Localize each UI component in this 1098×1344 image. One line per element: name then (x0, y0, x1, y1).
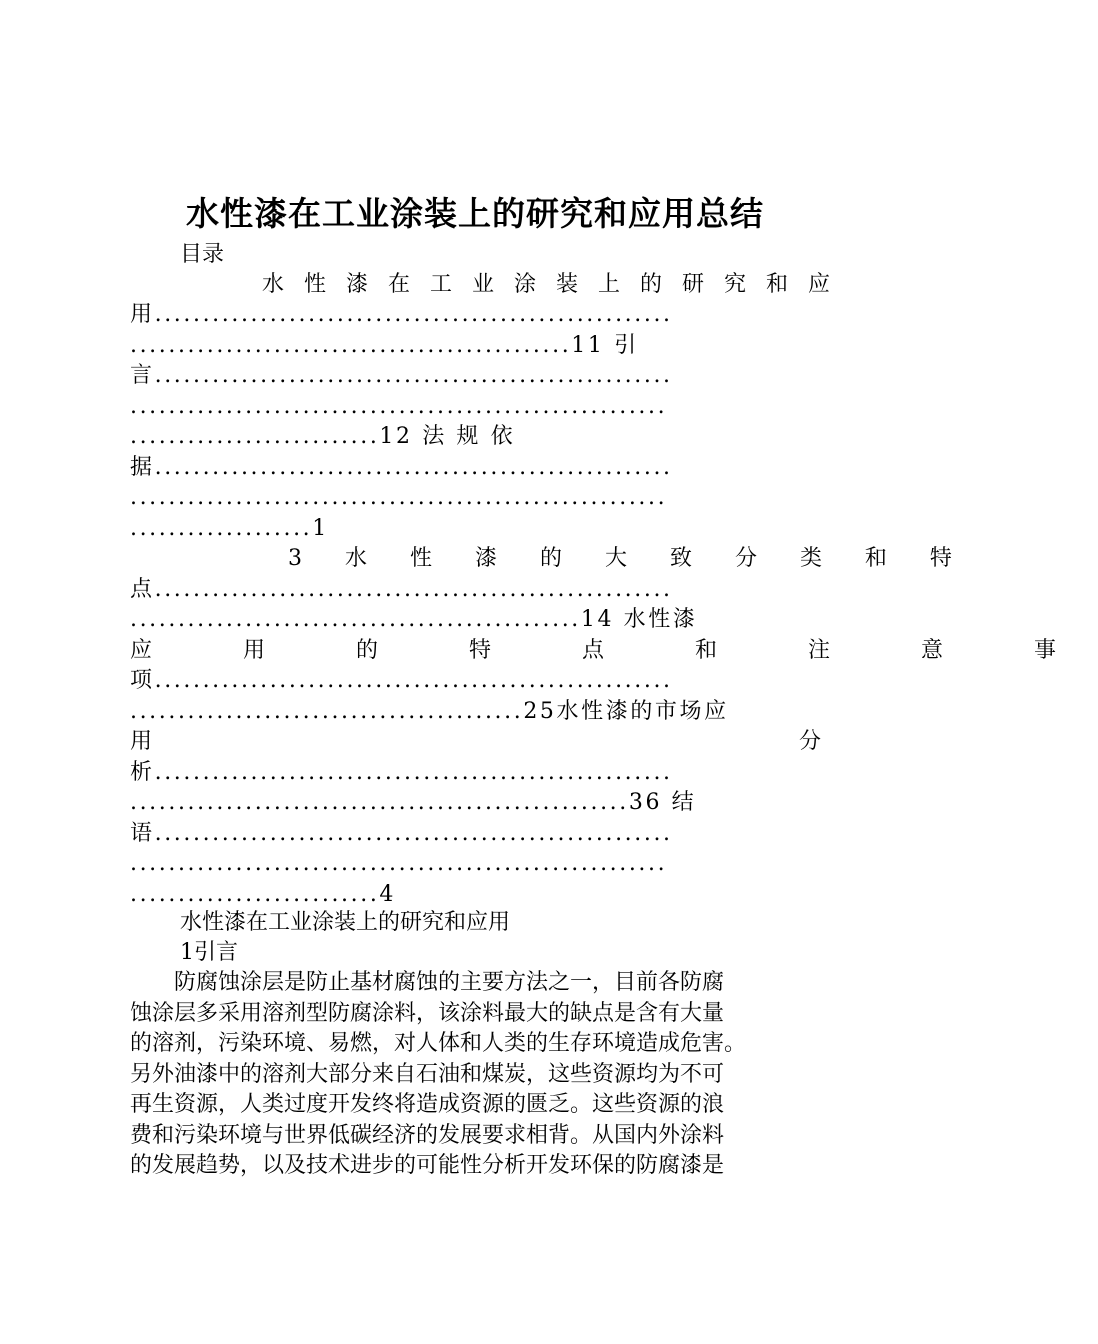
toc-line-9[interactable]: ...................1 (130, 516, 329, 541)
toc-line-11[interactable]: 点...................................................... (130, 577, 673, 602)
paragraph-line: 的溶剂，污染环境、易燃，对人体和人类的生存环境造成危害。 (130, 1031, 747, 1056)
paragraph-line: 防腐蚀涂层是防止基材腐蚀的主要方法之一，目前各防腐 (130, 970, 725, 995)
toc-line-20[interactable]: ........................................................ (130, 851, 668, 876)
toc-line-2[interactable]: 用...................................................... (130, 302, 673, 327)
toc-line-7[interactable]: 据...................................................... (130, 455, 673, 480)
toc-line-21[interactable]: ..........................4 (130, 882, 397, 907)
toc-line-16[interactable]: 用 分 (130, 729, 821, 754)
toc-line-3[interactable]: ..............................................11 引 (130, 333, 639, 358)
section-title: 水性漆在工业涂装上的研究和应用 (180, 910, 511, 935)
toc-line-8[interactable]: ........................................................ (130, 485, 668, 510)
toc-line-5[interactable]: ........................................................ (130, 394, 668, 419)
toc-line-15[interactable]: .........................................25水性漆的市场应 (130, 699, 729, 724)
toc-line-13[interactable]: 应 用 的 特 点 和 注 意 事 (130, 638, 1098, 663)
toc-line-12[interactable]: ...............................................14 水性漆 (130, 607, 698, 632)
toc-line-10[interactable]: 3 水 性 漆 的 大 致 分 类 和 特 (288, 546, 970, 571)
sub-heading: 1引言 (180, 940, 238, 965)
toc-line-18[interactable]: ....................................................36 结 (130, 790, 697, 815)
toc-heading: 目录 (180, 242, 225, 267)
toc-line-14[interactable]: 项...................................................... (130, 668, 673, 693)
toc-line-19[interactable]: 语...................................................... (130, 821, 673, 846)
toc-line-17[interactable]: 析...................................................... (130, 760, 673, 785)
toc-line-4[interactable]: 言...................................................... (130, 363, 673, 388)
paragraph-line: 蚀涂层多采用溶剂型防腐涂料，该涂料最大的缺点是含有大量 (130, 1000, 725, 1026)
paragraph-line: 再生资源，人类过度开发终将造成资源的匮乏。这些资源的浪 (130, 1092, 725, 1117)
paragraph-line: 费和污染环境与世界低碳经济的发展要求相背。从国内外涂料 (130, 1122, 725, 1148)
paragraph-line: 的发展趋势，以及技术进步的可能性分析开发环保的防腐漆是 (130, 1153, 725, 1178)
paragraph-line: 另外油漆中的溶剂大部分来自石油和煤炭，这些资源均为不可 (130, 1061, 725, 1087)
toc-line-1[interactable] (262, 270, 851, 300)
toc-line-6[interactable]: ..........................12 法 规 依 (130, 424, 516, 449)
document-title: 水性漆在工业涂装上的研究和应用总结 (186, 194, 764, 233)
toc-text: 水性漆在工业涂装上的研究和应 (262, 272, 851, 297)
body-paragraph (130, 968, 842, 1182)
